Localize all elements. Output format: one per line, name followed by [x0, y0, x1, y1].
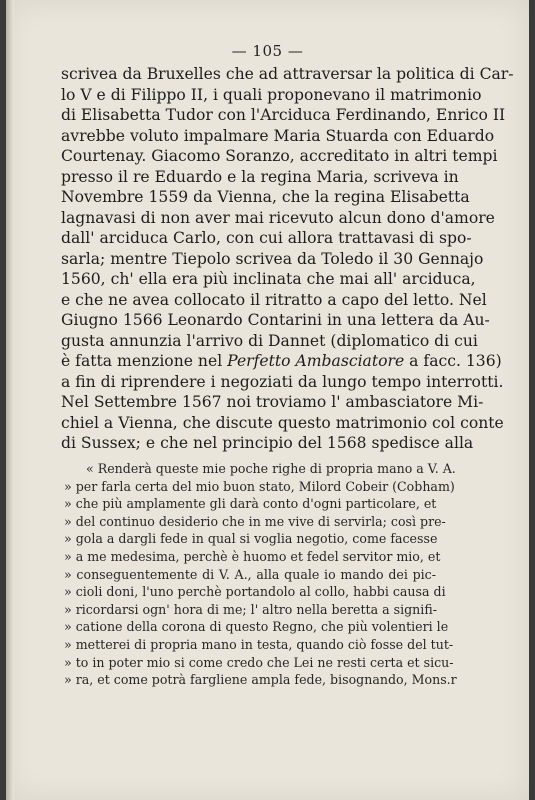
footnote-line: » to in poter mio si come credo che Lei ne resti certa et sicu- [64, 654, 454, 670]
footnote-line: » per farla certa del mio buon stato, Milord Cobeir (Cobham) [64, 478, 455, 494]
text-line: e che ne avea collocato il ritratto a capo del letto. Nel [61, 290, 487, 309]
text-line: Courtenay. Giacomo Soranzo, accreditato in altri tempi [61, 147, 498, 165]
footnote-line: » del continuo desiderio che in me vive di servirla; così pre- [64, 513, 446, 529]
footnote-line: » cioli doni, l'uno perchè portandolo al collo, habbi causa di [64, 584, 446, 600]
text-line: presso il re Eduardo e la regina Maria, scriveva in [61, 167, 459, 186]
text-line: lagnavasi di non aver mai ricevuto alcun dono d'amore [61, 208, 495, 227]
footnote-line: » gola a dargli fede in qual si voglia negotio, come facesse [64, 531, 438, 547]
text-line: Giugno 1566 Leonardo Contarini in una lettera da Au- [61, 311, 490, 329]
text-line: scrivea da Bruxelles che ad attraversar la politica di Car- [61, 65, 514, 83]
footnote-quotation [64, 460, 457, 689]
text-line: Nel Settembre 1567 noi troviamo l' ambasciatore Mi- [61, 393, 484, 411]
text-line: di Elisabetta Tudor con l'Arciduca Ferdinando, Enrico II [61, 106, 506, 124]
text-line: 1560, ch' ella era più inclinata che mai all' arciduca, [61, 270, 476, 288]
text-line: a fin di riprendere i negoziati da lungo tempo interrotti. [61, 372, 504, 391]
footnote-line: » metterei di propria mano in testa, quando ciò fosse del tut- [64, 636, 454, 652]
text-line: sarla; mentre Tiepolo scrivea da Toledo il 30 Gennajo [61, 249, 484, 268]
text-line: lo V e di Filippo II, i quali proponevano il matrimonio [61, 85, 482, 104]
footnote-line: » ricordarsi ogn' hora di me; l' altro nella beretta a signifi- [64, 601, 437, 617]
text-line: di Sussex; e che nel principio del 1568 spedisce alla [61, 434, 474, 452]
text-line: dall' arciduca Carlo, con cui allora trattavasi di spo- [61, 229, 472, 247]
italic-book-title: Perfetto Ambasciatore [227, 352, 405, 370]
text-line: chiel a Vienna, che discute questo matrimonio col conte [61, 413, 504, 432]
book-page [6, 0, 529, 800]
footnote-line: » che più amplamente gli darà conto d'ogni particolare, et [64, 496, 437, 512]
text-line: Novembre 1559 da Vienna, che la regina Elisabetta [61, 188, 470, 206]
footnote-line: « Renderà queste mie poche righe di propria mano a V. A. [86, 461, 456, 476]
main-text [61, 64, 514, 454]
page-number: — 105 — [231, 42, 304, 60]
text-segment: a facc. 136) [409, 352, 502, 370]
footnote-line: » ra, et come potrà fargliene ampla fede, bisognando, Mons.r [64, 672, 457, 688]
text-segment: è fatta menzione nel [61, 352, 223, 370]
footnote-line: » conseguentemente di V. A., alla quale io mando dei pic- [64, 566, 436, 582]
text-line: avrebbe voluto impalmare Maria Stuarda con Eduardo [61, 126, 495, 145]
page-spine-shadow [6, 0, 14, 800]
text-line-with-title [61, 351, 502, 372]
footnote-line: » catione della corona di questo Regno, che più volentieri le [64, 619, 449, 635]
footnote-line: » a me medesima, perchè è huomo et fedel servitor mio, et [64, 548, 441, 564]
text-line: gusta annunzia l'arrivo di Dannet (diplomatico di cui [61, 331, 478, 350]
